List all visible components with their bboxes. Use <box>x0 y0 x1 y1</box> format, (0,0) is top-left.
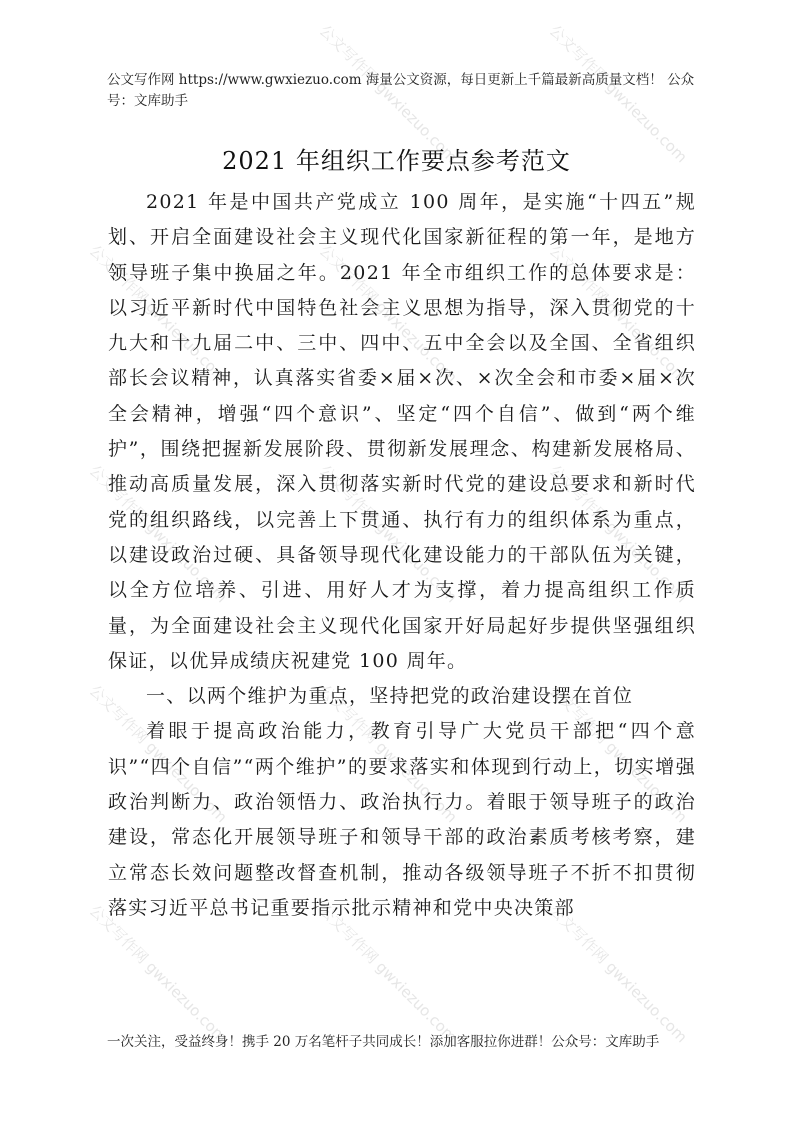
watermark-text: 公文写作网 gwxiezuo.com <box>545 681 691 827</box>
watermark-text: 公文写作网 gwxiezuo.com <box>315 901 461 1047</box>
watermark-text: 公文写作网 gwxiezuo.com <box>545 901 691 1047</box>
paragraph: 2021 年是中国共产党成立 100 周年，是实施“十四五”规划、开启全面建设社会主义现代化国家新征程的第一年，是地方领导班子集中换届之年。2021 年全市组织工作的总体要求是：以习近平新时代中国特色社会主义思想为指导，深入贯彻党的十九大和十九届二中、三中、四中、五中全会以及全国、全省组织部长会议精神，认真落实省委×届×次、×次全会和市委×届×次全会精神，增强“四个意识”、坚定“四个自信”、做到“两个维护”，围绕把握新发展阶段、贯彻新发展理念、构建新发展格局、推动高质量发展，深入贯彻落实新时代党的建设总要求和新时代党的组织路线，以完善上下贯通、执行有力的组织体系为重点，以建设政治过硬、具备领导现代化建设能力的干部队伍为关键，以全方位培养、引进、用好人才为支撑，着力提高组织工作质量，为全面建设社会主义现代化国家开好局起好步提供坚强组织保证，以优异成绩庆祝建党 100 周年。 <box>108 191 696 672</box>
watermark-text: 公文写作网 gwxiezuo.com <box>85 241 231 387</box>
document-body <box>108 185 696 926</box>
watermark-text: 公文写作网 gwxiezuo.com <box>315 461 461 607</box>
paragraph: 着眼于提高政治能力，教育引导广大党员干部把“四个意识”“四个自信”“两个维护”的要求落实和体现到行动上，切实增强政治判断力、政治领悟力、政治执行力。着眼于领导班子的政治建设，常态化开展领导班子和领导干部的政治素质考核考察，建立常态长效问题整改督查机制，推动各级领导班子不折不扣贯彻落实习近平总书记重要指示批示精神和党中央决策部 <box>108 720 696 919</box>
watermark-text: 公文写作网 gwxiezuo.com <box>545 241 691 387</box>
watermark-text: 公文写作网 gwxiezuo.com <box>545 21 691 167</box>
document-title: 2021 年组织工作要点参考范文 <box>222 147 571 175</box>
watermark-text: 公文写作网 gwxiezuo.com <box>85 901 231 1047</box>
watermark-text: 公文写作网 gwxiezuo.com <box>545 461 691 607</box>
section-heading: 一、以两个维护为重点，坚持把党的政治建设摆在首位 <box>146 685 634 708</box>
page-footer: 一次关注，受益终身！携手 20 万名笔杆子共同成长！添加客服拉你进群！公众号：文库助手 <box>107 1034 660 1050</box>
watermark-text: 公文写作网 gwxiezuo.com <box>315 681 461 827</box>
watermark-text: 公文写作网 gwxiezuo.com <box>315 21 461 167</box>
watermark-text: 公文写作网 gwxiezuo.com <box>315 241 461 387</box>
watermark-text: 公文写作网 gwxiezuo.com <box>85 681 231 827</box>
watermark-text: 公文写作网 gwxiezuo.com <box>85 461 231 607</box>
page-header: 公文写作网 https://www.gwxiezuo.com 海量公文资源，每日更新上千篇最新高质量文档！ 公众号：文库助手 <box>107 72 695 109</box>
